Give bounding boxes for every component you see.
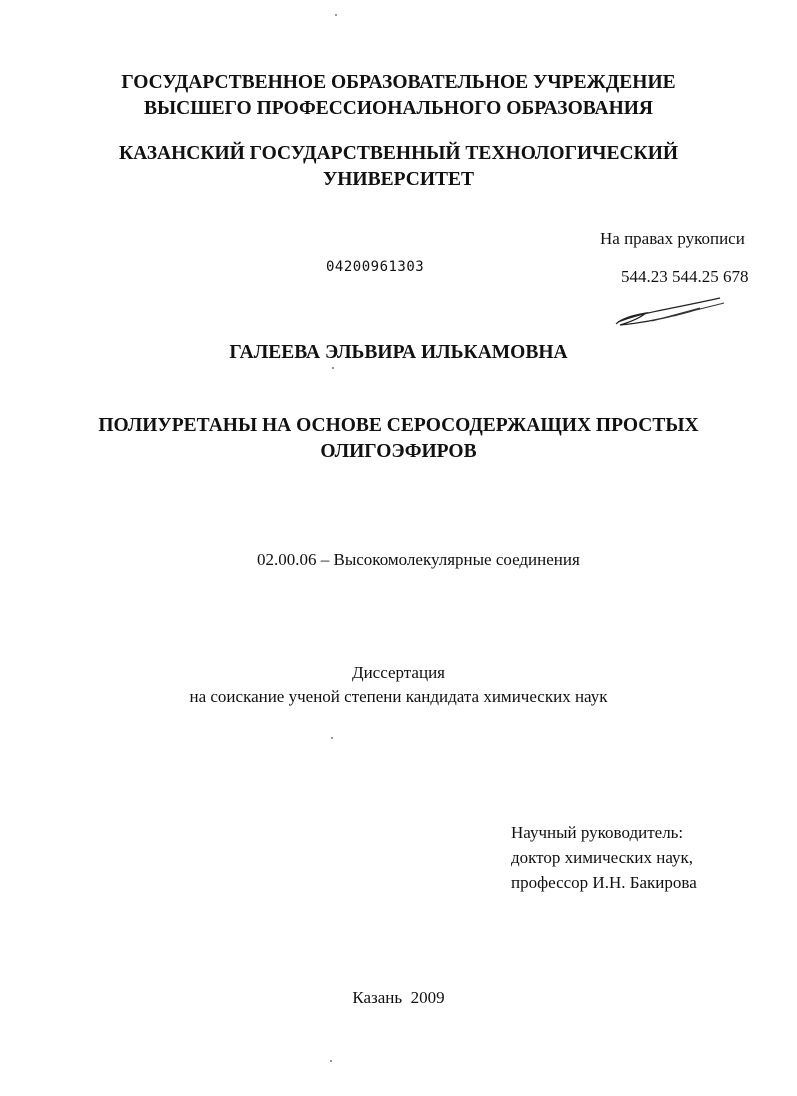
- scan-speck: [332, 367, 334, 369]
- place-year: [40, 988, 797, 1008]
- scan-speck: [335, 14, 337, 16]
- scan-speck: [330, 1060, 332, 1062]
- author-name-text: ГАЛЕЕВА ЭЛЬВИРА ИЛЬКАМОВНА: [229, 342, 568, 363]
- registration-number: 04200961303: [326, 259, 425, 275]
- thesis-title-line-1: ПОЛИУРЕТАНЫ НА ОСНОВЕ СЕРОСОДЕРЖАЩИХ ПРОСТЫХ: [98, 415, 699, 436]
- thesis-title: [40, 413, 797, 465]
- udc-codes: 544.23 544.25 678: [621, 267, 749, 286]
- work-type-line-1: Диссертация: [351, 663, 445, 682]
- university-line-2: УНИВЕРСИТЕТ: [322, 169, 475, 190]
- place-year-text: Казань 2009: [352, 988, 445, 1007]
- supervisor-line-2: доктор химических наук,: [511, 848, 694, 867]
- university-line-1: КАЗАНСКИЙ ГОСУДАРСТВЕННЫЙ ТЕХНОЛОГИЧЕСКИЙ: [118, 143, 679, 164]
- work-type-line-2: на соискание ученой степени кандидата химических наук: [189, 687, 608, 706]
- supervisor-line-3: профессор И.Н. Бакирова: [511, 873, 697, 892]
- signature-icon: [612, 294, 727, 330]
- author-name: [40, 341, 797, 365]
- supervisor-block: [511, 820, 697, 895]
- specialty-code: 02.00.06 – Высокомолекулярные соединения: [257, 550, 580, 569]
- institution-header: [40, 70, 797, 122]
- work-type: [40, 661, 797, 709]
- institution-line-2: ВЫСШЕГО ПРОФЕССИОНАЛЬНОГО ОБРАЗОВАНИЯ: [143, 98, 654, 119]
- scan-speck: [331, 737, 333, 739]
- university-header: [40, 141, 797, 193]
- manuscript-note: На правах рукописи: [600, 229, 745, 248]
- supervisor-line-1: Научный руководитель:: [511, 823, 684, 842]
- institution-line-1: ГОСУДАРСТВЕННОЕ ОБРАЗОВАТЕЛЬНОЕ УЧРЕЖДЕНИЕ: [121, 72, 676, 93]
- thesis-title-line-2: ОЛИГОЭФИРОВ: [320, 441, 477, 462]
